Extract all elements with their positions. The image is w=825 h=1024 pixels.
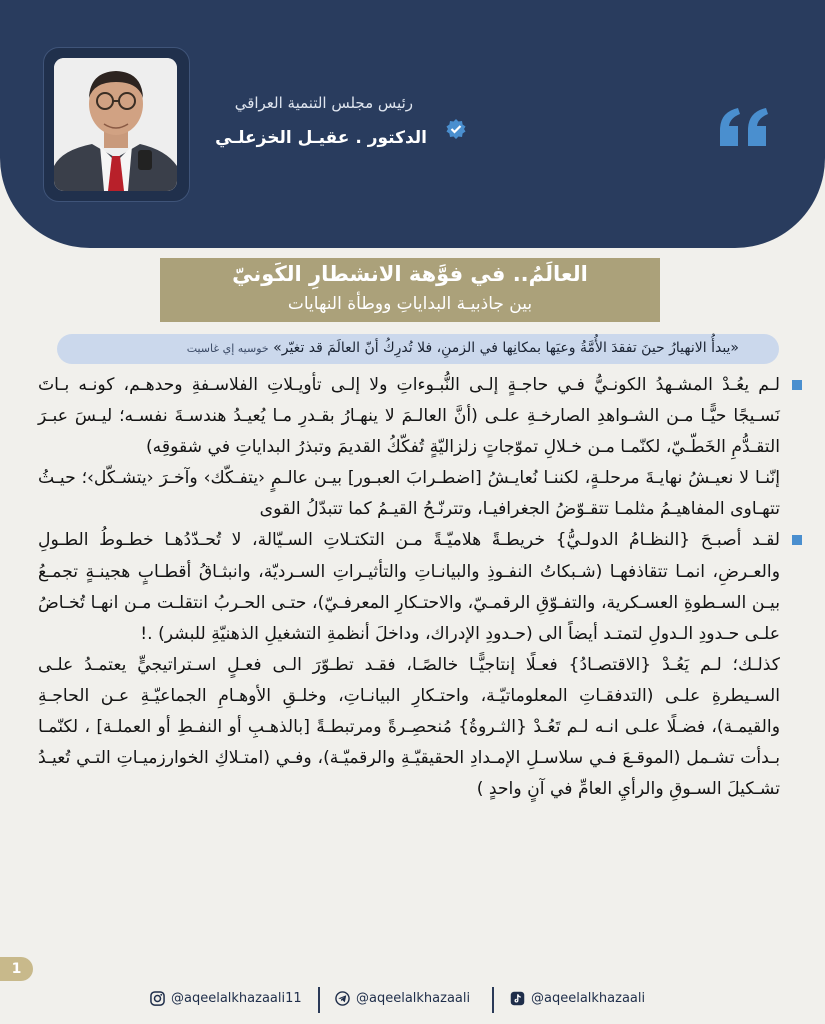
footer-separator xyxy=(492,987,494,1013)
telegram-handle[interactable] xyxy=(335,991,470,1006)
footer-separator xyxy=(318,987,320,1013)
quote-text: «يبدأُ الانهيارُ حينَ تفقدَ الأُمَّةُ وعيَها بمكانِها في الزمنِ، فلا تُدرِكُ أنّ العالَمَ قد تغيّر» xyxy=(273,340,739,356)
verified-badge-icon xyxy=(445,118,467,140)
social-footer xyxy=(0,985,825,1024)
bullet-square-icon xyxy=(792,380,802,390)
author-photo-frame xyxy=(43,47,190,202)
instagram-icon xyxy=(150,991,165,1006)
quote-author: خوسيه إي غاسيت xyxy=(186,342,269,355)
paragraph-1: لـم يعُـدْ المشـهدُ الكونـيُّ فـي حاجـةٍ إلـى النُّبـوءاتِ ولا إلـى تأويـلاتِ الفلاسـفةِ وحدهـم، كونـه بـاتَ نَسـيجًا حيًّـا مـن الشـواهدِ الصارخـةِ علـى (أنَّ العالـمَ لا ينهـارُ بقـدرِ مـا يُعيـدُ هندسـةَ نفسـه؛ ليـسَ عبـرَ التقـدُّمِ الخَطّـيّ، لكنّمـا مـن خـلالِ تموّجاتٍ زلزاليّةٍ تُفكّكُ القديمَ وتبذرُ البداياتِ في شقوقِه) xyxy=(38,370,780,463)
article-body xyxy=(38,370,780,805)
epigraph-quote xyxy=(57,334,779,364)
header-banner xyxy=(0,0,825,248)
telegram-icon xyxy=(335,991,350,1006)
paragraph-3: لقـد أصبـحَ {النظـامُ الدولـيُّ} خريطـةً هلاميّـةً مـن التكتـلاتِ السـيّالة، لا تُحـدّدُهـا خطـوطُ الطـولِ والعـرضِ، انمـا تتقاذفهـا (شـبكاتُ النفـوذِ والبيانـاتِ والتأثيـراتِ السـرديّة، وانبثـاقُ أقطـابٍ هجينـةٍ تجمـعُ بيـن السـطوةِ العسـكرية، والتفـوّقِ الرقمـيّ، والاحتـكارِ المعرفـيّ)، حتـى الحـربُ انتقلـت مـن انهـا تُخـاضُ علـى حـدودِ الـدولِ لتمتـد أيضاً الى (حـدودِ الإدراك، وداخلَ أنظمةِ التشغيلِ الذهنيّةِ للبشر) .! xyxy=(38,525,780,649)
author-name: الدكتور . عقيـل الخزعلـي xyxy=(215,128,427,148)
quotation-marks-icon xyxy=(716,106,772,150)
page-number: 1 xyxy=(0,957,33,981)
article-title: العالَمُ.. في فوَّهة الانشطارِ الكَونيّ xyxy=(232,262,588,286)
bullet-square-icon xyxy=(792,535,802,545)
author-photo xyxy=(54,58,177,191)
tiktok-handle-text: @aqeelalkhazaali xyxy=(531,991,646,1006)
instagram-handle[interactable] xyxy=(150,991,302,1006)
tiktok-handle[interactable] xyxy=(510,991,645,1006)
telegram-handle-text: @aqeelalkhazaali xyxy=(356,991,471,1006)
author-title: رئيس مجلس التنمية العراقي xyxy=(234,94,413,112)
paragraph-4: كذلـك؛ لـم يَعُـدْ {الاقتصـادُ} فعـلًا إنتاجيًّـا خالصًـا، فقـد تطـوّرَ الـى فعـلٍ اسـتراتيجيٍّ يعتمـدُ علـى السـيطرةِ علـى (التدفقـاتِ المعلوماتيّـة، واحتـكارِ البيانـاتِ، وخلـقِ الأوهـامِ الجماعيّـةِ عـن الحاجـةِ والقيمـة)، فضـلًا علـى انـه لـم تَعُـدْ {الثـروةُ} مُنحصِـرةً ومرتبطـةً [بالذهـبِ أو النفـطِ أو العملـة] ، لكنّمـا بـدأت تشـمل (الموقـعَ فـي سلاسـلِ الإمـدادِ الحقيقيّـةِ والرقميّـة)، وفـي (امتـلاكِ الخوارزميـاتِ التـي تُعيـدُ تشـكيلَ السـوقِ والرأيِ العامِّ في آنٍ واحدٍ ) xyxy=(38,654,780,800)
paragraph-2: إنّنـا لا نعيـشُ نهايـةَ مرحلـةٍ، لكننـا نُعايـشُ [اضطـرابَ العبـور] بيـن عالـمٍ ‹يتفـكّك› وآخـرَ ‹يتشـكّل›؛ حيـثُ تتهـاوى المفاهيـمُ مثلمـا تتقـوّضُ الجغرافيـا، وتترنّـحُ القيـمُ كما تتبدّلُ القوى xyxy=(38,468,780,520)
article-subtitle: بين جاذبيـة البداياتِ ووطأة النهايات xyxy=(287,294,533,314)
article-title-box xyxy=(160,258,660,322)
tiktok-icon xyxy=(510,991,525,1006)
instagram-handle-text: @aqeelalkhazaali11 xyxy=(171,991,302,1006)
